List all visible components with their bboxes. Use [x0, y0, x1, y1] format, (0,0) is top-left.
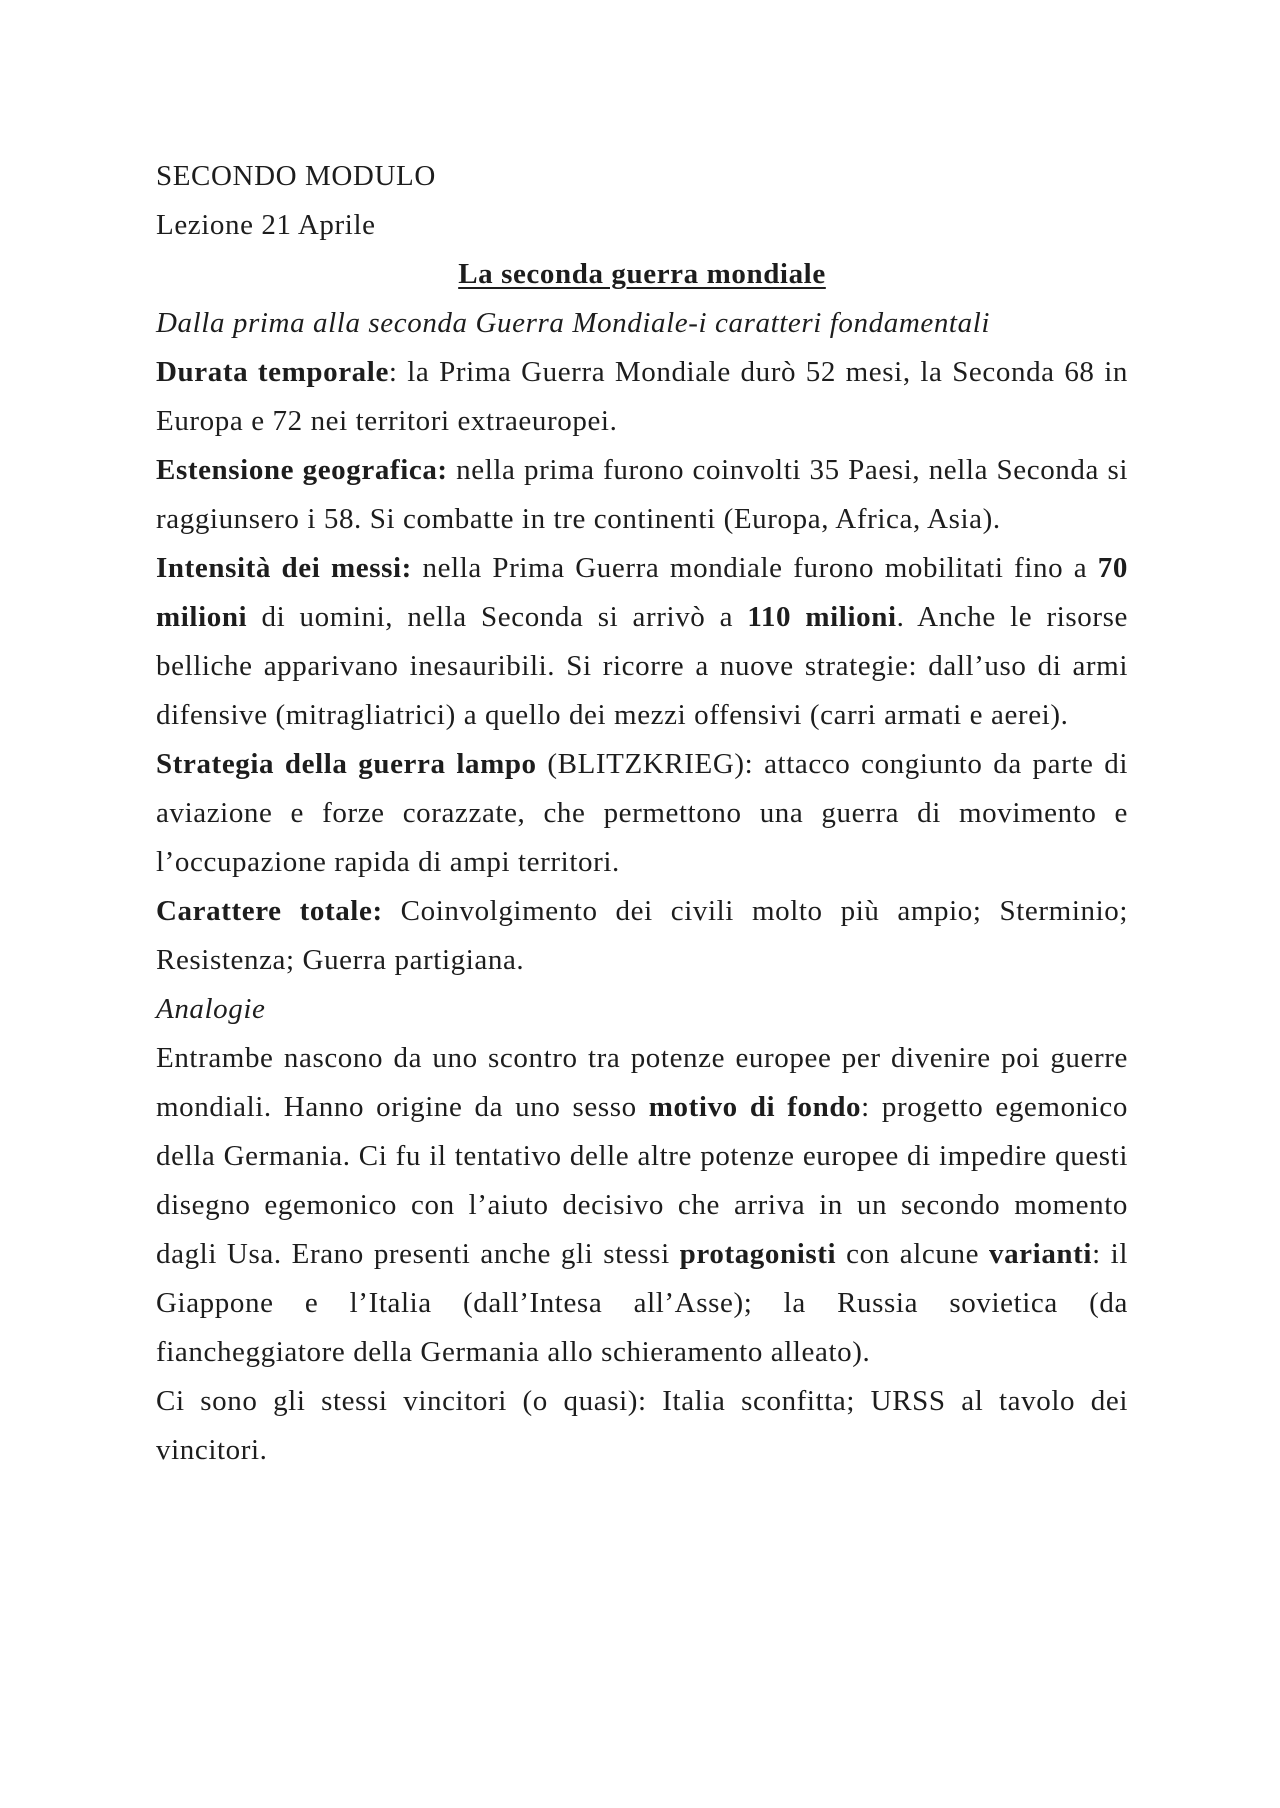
module-heading: SECONDO MODULO: [156, 160, 436, 192]
label-carattere: Carattere totale:: [156, 895, 383, 927]
text-carattere: Coinvolgimento dei civili molto più ampio; Sterminio; Resistenza; Guerra partigiana.: [156, 895, 1128, 976]
label-durata: Durata temporale: [156, 356, 389, 388]
text-analogie-4: : il Giappone e l’Italia (dall’Intesa all’Asse); la Russia sovietica (da fiancheggiatore della Germania allo schieramento alleato).: [156, 1238, 1128, 1368]
bold-varianti: varianti: [988, 1238, 1093, 1270]
paragraph-carattere: [156, 887, 1128, 985]
paragraph-vincitori: Ci sono gli stessi vincitori (o quasi): Italia sconfitta; URSS al tavolo dei vincitori.: [156, 1385, 1128, 1466]
text-intensita-3: . Anche le risorse belliche apparivano inesauribili. Si ricorre a nuove strategie: dall’uso di armi difensive (mitragliatrici) a quello dei mezzi offensivi (carri armati e aerei).: [156, 601, 1128, 731]
text-estensione: nella prima furono coinvolti 35 Paesi, nella Seconda si raggiunsero i 58. Si combatte in tre continenti (Europa, Africa, Asia).: [156, 454, 1128, 535]
text-analogie-3: con alcune: [836, 1238, 989, 1270]
document-page: [156, 152, 1128, 1475]
page-title: La seconda guerra mondiale: [458, 258, 826, 290]
label-estensione: Estensione geografica:: [156, 454, 448, 486]
label-strategia: Strategia della guerra lampo: [156, 748, 537, 780]
paragraph-estensione: [156, 446, 1128, 544]
text-intensita-2: di uomini, nella Seconda si arrivò a: [247, 601, 748, 633]
paragraph-strategia: [156, 740, 1128, 887]
paragraph-durata: [156, 348, 1128, 446]
text-intensita-1: nella Prima Guerra mondiale furono mobilitati fino a: [411, 552, 1098, 584]
text-analogie-1: Entrambe nascono da uno scontro tra potenze europee per divenire poi guerre mondiali. Hanno origine da uno sesso: [156, 1042, 1128, 1123]
text-analogie-2: : progetto egemonico della Germania. Ci fu il tentativo delle altre potenze europee di impedire questi disegno egemonico con l’aiuto decisivo che arriva in un secondo momento dagli Usa. Erano presenti anche gli stessi: [156, 1091, 1128, 1270]
subtitle: Dalla prima alla seconda Guerra Mondiale-i caratteri fondamentali: [156, 307, 991, 339]
bold-70-milioni: 70 milioni: [156, 552, 1128, 633]
text-strategia: (BLITZKRIEG): attacco congiunto da parte di aviazione e forze corazzate, che permettono una guerra di movimento e l’occupazione rapida di ampi territori.: [156, 748, 1128, 878]
analogie-heading: Analogie: [156, 993, 266, 1025]
bold-110-milioni: 110 milioni: [747, 601, 897, 633]
paragraph-analogie: [156, 1034, 1128, 1377]
bold-protagonisti: protagonisti: [679, 1238, 837, 1270]
bold-motivo-di-fondo: motivo di fondo: [648, 1091, 862, 1123]
text-durata: : la Prima Guerra Mondiale durò 52 mesi, la Seconda 68 in Europa e 72 nei territori extraeuropei.: [156, 356, 1128, 437]
label-intensita: Intensità dei messi:: [156, 552, 412, 584]
lesson-date: Lezione 21 Aprile: [156, 209, 376, 241]
paragraph-intensita: [156, 544, 1128, 740]
